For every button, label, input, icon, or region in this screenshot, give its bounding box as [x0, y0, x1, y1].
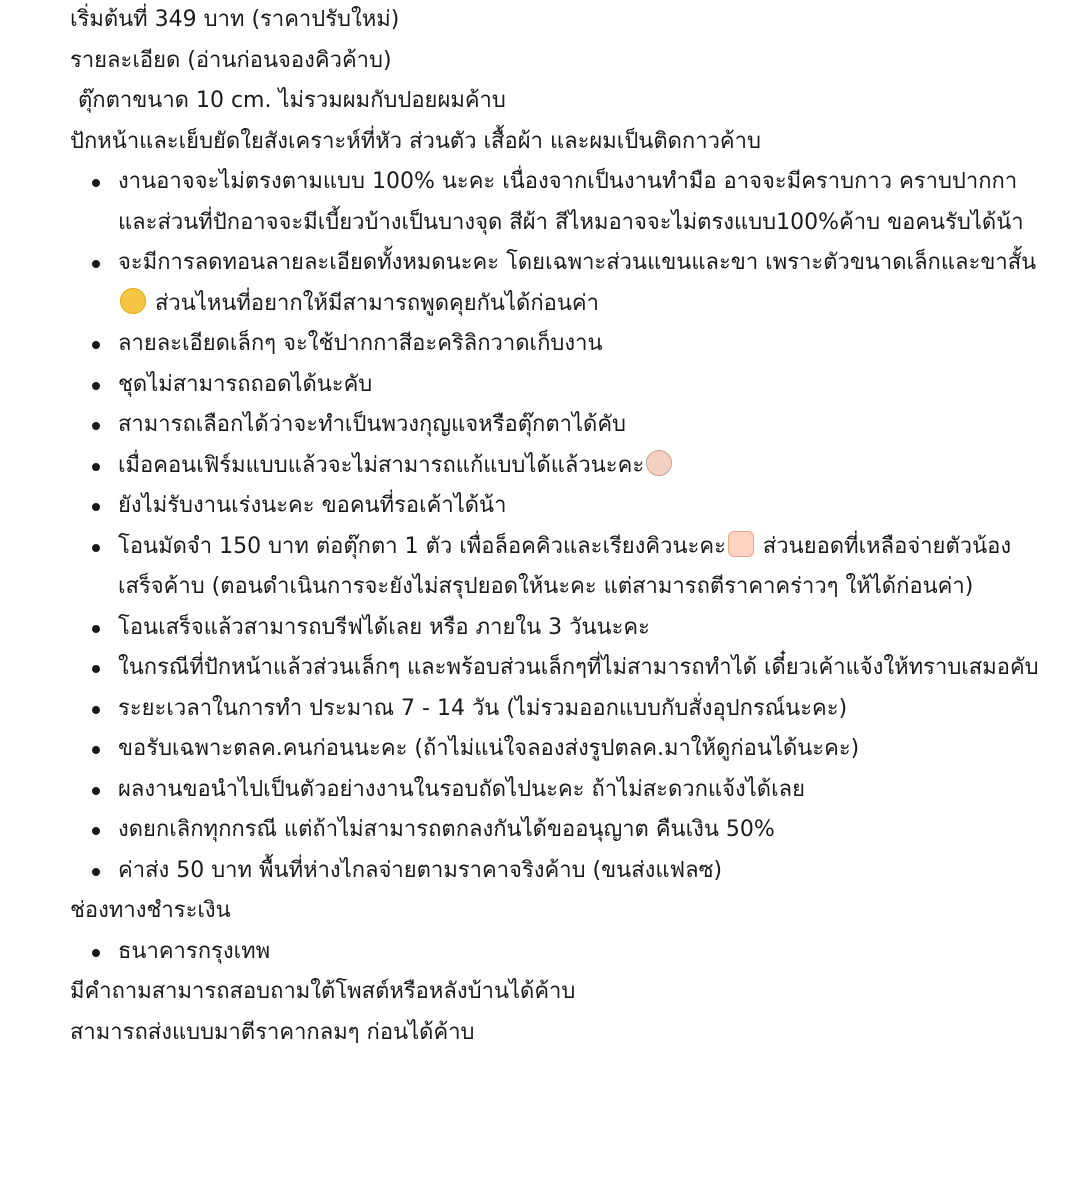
list-item-text: ผลงานขอนำไปเป็นตัวอย่างงานในรอบถัดไปนะคะ ถ้าไม่สะดวกแจ้งได้เลย — [118, 776, 805, 802]
price-line: เริ่มต้นที่ 349 บาท (ราคาปรับใหม่) — [70, 7, 400, 32]
details-list — [70, 162, 1050, 891]
list-item — [118, 324, 1050, 365]
list-item — [118, 689, 1050, 730]
list-item — [118, 405, 1050, 446]
list-item — [118, 770, 1050, 811]
list-item — [118, 932, 1050, 973]
crying-face-emoji — [120, 288, 146, 314]
list-item — [118, 162, 1050, 243]
size-line: ตุ๊กตาขนาด 10 cm. ไม่รวมผมกับปอยผมค้าบ — [78, 88, 506, 113]
list-item-text: ชุดไม่สามารถถอดได้นะคับ — [118, 371, 373, 397]
list-item-text: ยังไม่รับงานเร่งนะคะ ขอคนที่รอเค้าได้น้า — [118, 493, 507, 518]
list-item-text: งดยกเลิกทุกกรณี แต่ถ้าไม่สามารถตกลงกันได้ขออนุญาต คืนเงิน 50% — [118, 817, 775, 842]
list-item-text: จะมีการลดทอนลายละเอียดทั้งหมดนะคะ โดยเฉพาะส่วนแขนและขา เพราะตัวขนาดเล็กและขาสั้น — [118, 250, 1037, 275]
list-item — [118, 243, 1050, 324]
list-item-text: งานอาจจะไม่ตรงตามแบบ 100% นะคะ เนื่องจากเป็นงานทำมือ อาจจะมีคราบกาว คราบปากกา และส่วนที่ปักอาจจะมีเบี้ยวบ้างเป็นบางจุด สีผ้า สีไหมอาจจะไม่ตรงแบบ100%ค้าบ ขอคนรับได้น้า — [118, 169, 1024, 235]
list-item-text: สามารถเลือกได้ว่าจะทำเป็นพวงกุญแจหรือตุ๊กตาได้คับ — [118, 412, 626, 437]
details-heading: รายละเอียด (อ่านก่อนจองคิวค้าบ) — [70, 47, 392, 73]
list-item — [118, 486, 1050, 527]
list-item-text: ลายละเอียดเล็กๆ จะใช้ปากกาสีอะคริลิกวาดเก็บงาน — [118, 331, 603, 356]
list-item-text: โอนเสร็จแล้วสามารถบรีฟได้เลย หรือ ภายใน 3 วันนะคะ — [118, 614, 650, 640]
list-item — [118, 851, 1050, 892]
materials-line: ปักหน้าและเย็บยัดใยสังเคราะห์ที่หัว ส่วนตัว เสื้อผ้า และผมเป็นติดกาวค้าบ — [70, 128, 761, 154]
list-item-text: ส่วนไหนที่อยากให้มีสามารถพูดคุยกันได้ก่อนค่า — [148, 290, 599, 316]
bowing-person-emoji — [646, 450, 672, 476]
list-item-text: ระยะเวลาในการทำ ประมาณ 7 - 14 วัน (ไม่รวมออกแบบกับสั่งอุปกรณ์นะคะ) — [118, 695, 848, 721]
list-item-text: ขอรับเฉพาะตลค.คนก่อนนะคะ (ถ้าไม่แน่ใจลองส่งรูปตลค.มาให้ดูก่อนได้นะคะ) — [118, 736, 860, 761]
payment-heading: ช่องทางชำระเงิน — [70, 898, 231, 923]
list-item-text: ส่วนยอดที่เหลือจ่ายตัวน้องเสร็จค้าบ (ตอนดำเนินการจะยังไม่สรุปยอดให้นะคะ แต่สามารถตีราคาคร่าวๆ ให้ได้ก่อนค่า) — [118, 533, 1012, 599]
payment-methods-list — [70, 932, 1050, 973]
list-item — [118, 810, 1050, 851]
list-item-text: ในกรณีที่ปักหน้าแล้วส่วนเล็กๆ และพร้อบส่วนเล็กๆที่ไม่สามารถทำได้ เดี๋ยวเค้าแจ้งให้ทราบเสมอคับ — [118, 655, 1039, 680]
quote-line: สามารถส่งแบบมาตีราคากลมๆ ก่อนได้ค้าบ — [70, 1019, 475, 1045]
list-item — [118, 527, 1050, 608]
list-item — [118, 648, 1050, 689]
list-item — [118, 365, 1050, 406]
list-item-text: ค่าส่ง 50 บาท พื้นที่ห่างไกลจ่ายตามราคาจริงค้าบ (ขนส่งแฟลซ) — [118, 857, 723, 883]
question-line: มีคำถามสามารถสอบถามใต้โพสต์หรือหลังบ้านได้ค้าบ — [70, 979, 576, 1004]
payment-method: ธนาคารกรุงเทพ — [118, 938, 271, 964]
list-item-text: เมื่อคอนเฟิร์มแบบแล้วจะไม่สามารถแก้แบบได้แล้วนะคะ — [118, 452, 645, 478]
list-item — [118, 608, 1050, 649]
list-item-text: โอนมัดจำ 150 บาท ต่อตุ๊กตา 1 ตัว เพื่อล็อคคิวและเรียงคิวนะคะ — [118, 533, 726, 559]
heart-hands-emoji — [728, 531, 754, 557]
list-item — [118, 446, 1050, 487]
list-item — [118, 729, 1050, 770]
